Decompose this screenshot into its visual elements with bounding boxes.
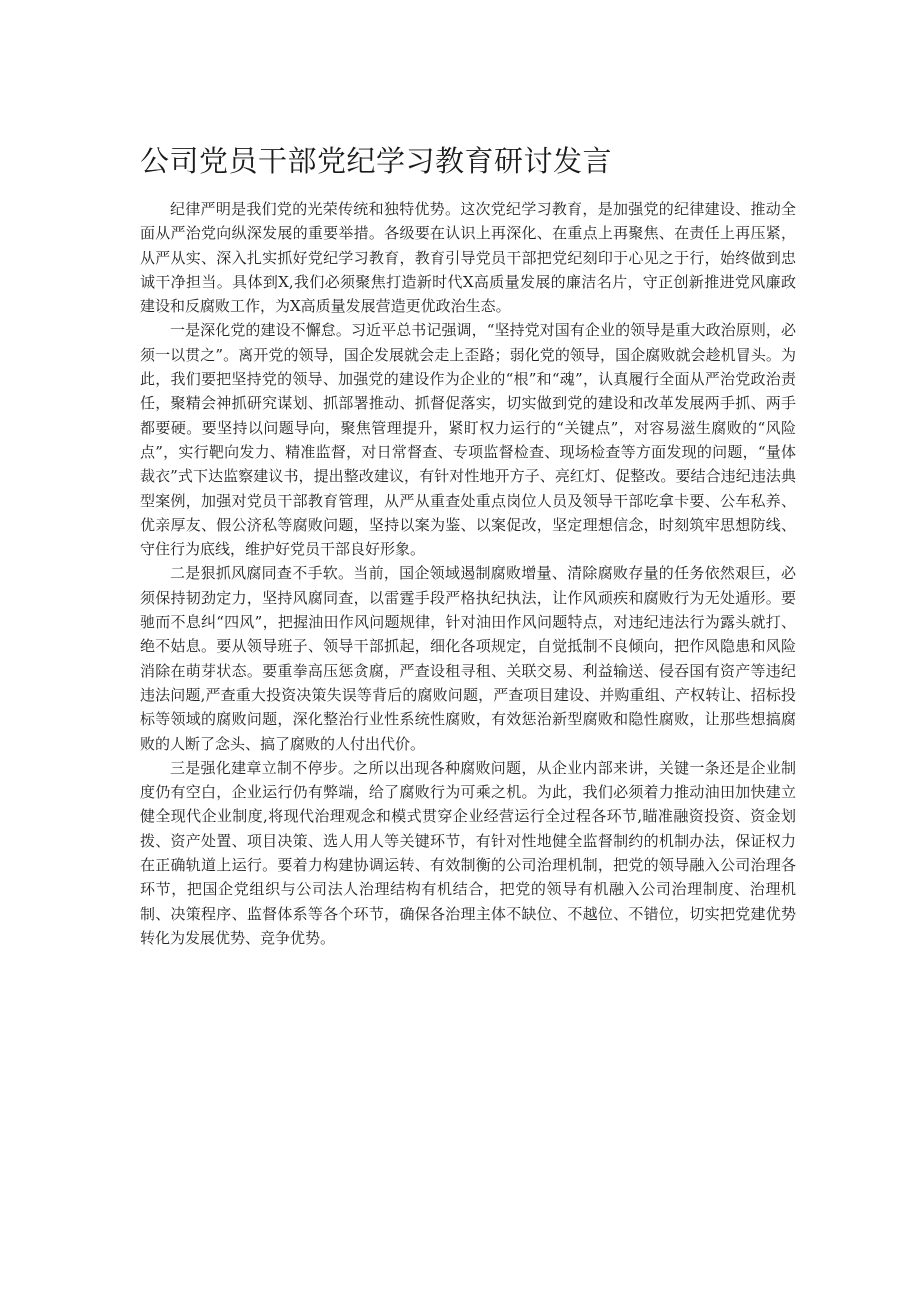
document-title: 公司党员干部党纪学习教育研讨发言	[140, 144, 613, 178]
paragraph-intro: 纪律严明是我们党的光荣传统和独特优势。这次党纪学习教育，是加强党的纪律建设、推动全面从严治党向纵深发展的重要举措。各级要在认识上再深化、在重点上再聚焦、在责任上再压紧，从严从实、深入扎实抓好党纪学习教育，教育引导党员干部把党纪刻印于心见之于行，始终做到忠诚干净担当。具体到X,我们必须聚焦打造新时代X高质量发展的廉洁名片，守正创新推进党风廉政建设和反腐败工作，为X高质量发展营造更优政治生态。	[140, 200, 796, 316]
paragraph-point-two: 二是狠抓风腐同查不手软。当前，国企领域遏制腐败增量、清除腐败存量的任务依然艰巨，必须保持韧劲定力，坚持风腐同查，以雷霆手段严格执纪执法，让作风顽疾和腐败行为无处遁形。要驰而不息纠“四风”，把握油田作风问题规律，针对油田作风问题特点，对违纪违法行为露头就打、绝不姑息。要从领导班子、领导干部抓起，细化各项规定，自觉抵制不良倾向，把作风隐患和风险消除在萌芽状态。要重拳高压惩贪腐，严查设租寻租、关联交易、利益输送、侵吞国有资产等违纪违法问题,严查重大投资决策失误等背后的腐败问题，严查项目建设、并购重组、产权转让、招标投标等领域的腐败问题，深化整治行业性系统性腐败，有效惩治新型腐败和隐性腐败，让那些想搞腐败的人断了念头、搞了腐败的人付出代价。	[140, 564, 796, 753]
paragraph-point-three: 三是强化建章立制不停步。之所以出现各种腐败问题，从企业内部来讲，关键一条还是企业制度仍有空白，企业运行仍有弊端，给了腐败行为可乘之机。为此，我们必须着力推动油田加快建立健全现代企业制度,将现代治理观念和模式贯穿企业经营运行全过程各环节,瞄准融资投资、资金划拨、资产处置、项目决策、选人用人等关键环节，有针对性地健全监督制约的机制办法，保证权力在正确轨道上运行。要着力构建协调运转、有效制衡的公司治理机制，把党的领导融入公司治理各环节，把国企党组织与公司法人治理结构有机结合，把党的领导有机融入公司治理制度、治理机制、决策程序、监督体系等各个环节，确保各治理主体不缺位、不越位、不错位，切实把党建优势转化为发展优势、竞争优势。	[140, 758, 796, 947]
paragraph-point-one: 一是深化党的建设不懈怠。习近平总书记强调，“坚持党对国有企业的领导是重大政治原则，必须一以贯之”。离开党的领导，国企发展就会走上歪路；弱化党的领导，国企腐败就会趁机冒头。为此，我们要把坚持党的领导、加强党的建设作为企业的“根”和“魂”，认真履行全面从严治党政治责任，聚精会神抓研究谋划、抓部署推动、抓督促落实，切实做到党的建设和改革发展两手抓、两手都要硬。要坚持以问题导向，聚焦管理提升，紧盯权力运行的“关键点”，对容易滋生腐败的“风险点”，实行靶向发力、精准监督，对日常督查、专项监督检查、现场检查等方面发现的问题，“量体裁衣”式下达监察建议书，提出整改建议，有针对性地开方子、亮红灯、促整改。要结合违纪违法典型案例，加强对党员干部教育管理，从严从重查处重点岗位人员及领导干部吃拿卡要、公车私养、优亲厚友、假公济私等腐败问题，坚持以案为鉴、以案促改，坚定理想信念，时刻筑牢思想防线、守住行为底线，维护好党员干部良好形象。	[140, 321, 796, 559]
document-body	[140, 197, 796, 950]
